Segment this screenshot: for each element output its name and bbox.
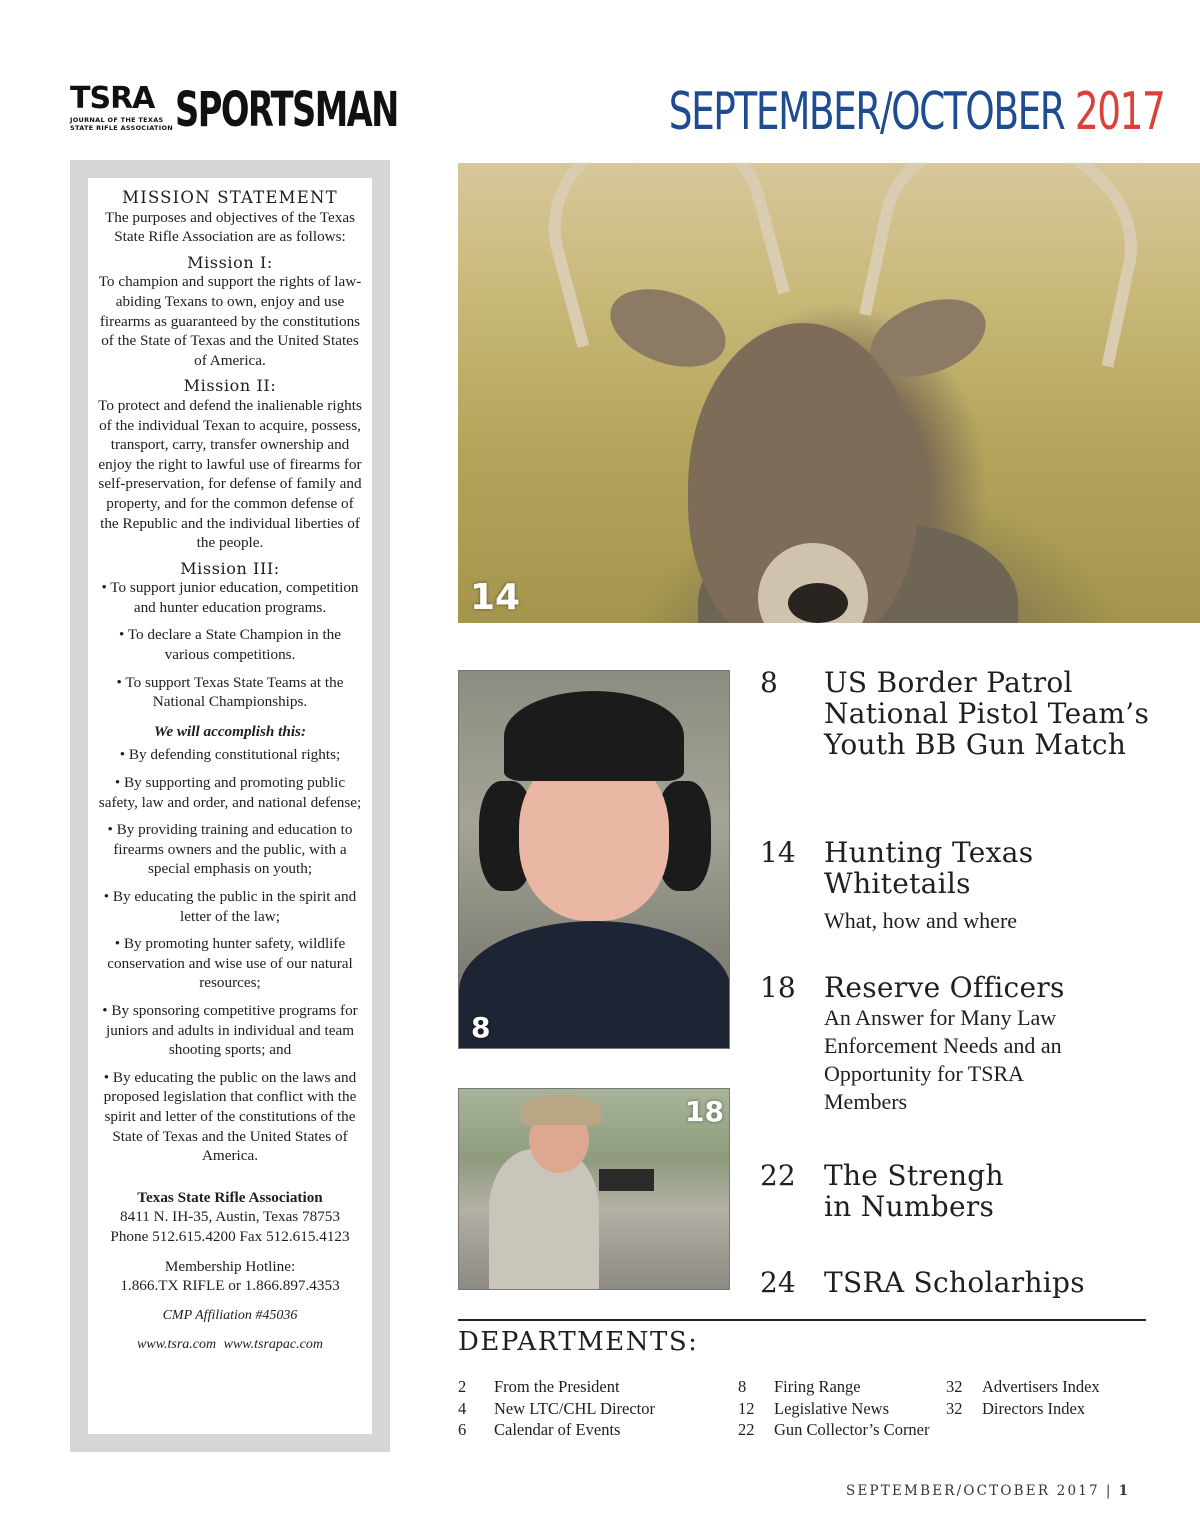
- deer-photo-page-number: 14: [470, 577, 521, 618]
- footer-separator: |: [1105, 1483, 1113, 1499]
- mission-intro: The purposes and objectives of the Texas State Rifle Association are as follows:: [104, 208, 356, 246]
- org-name: Texas State Rifle Association: [137, 1188, 323, 1206]
- mission-statement-sidebar: [70, 160, 390, 1452]
- shooter-pistol: [599, 1169, 654, 1191]
- kid-shirt: [459, 921, 730, 1049]
- kid-photo-page-number: 8: [471, 1011, 491, 1044]
- department-label: New LTC/CHL Director: [494, 1398, 655, 1418]
- accomplish-item: • By supporting and promoting public safety, law and order, and national defense;: [98, 774, 362, 811]
- department-label: From the President: [494, 1377, 620, 1396]
- department-page-number: 2: [458, 1377, 467, 1396]
- reserve-officer-photo: [458, 1088, 730, 1290]
- mission-statement-title: MISSION STATEMENT: [122, 188, 338, 207]
- department-item[interactable]: [738, 1376, 943, 1398]
- footer-page-number: 1: [1118, 1483, 1128, 1499]
- departments-title: DEPARTMENTS:: [458, 1327, 699, 1357]
- feature-page-number: 14: [760, 836, 796, 869]
- feature-item[interactable]: [760, 667, 1160, 797]
- accomplish-title: We will accomplish this:: [153, 722, 307, 740]
- department-label: Directors Index: [982, 1398, 1086, 1418]
- department-label: Advertisers Index: [982, 1377, 1100, 1396]
- feature-item[interactable]: [760, 837, 1160, 947]
- mission-3-item: • To support Texas State Teams at the National Championships.: [116, 673, 344, 711]
- feature-title: Reserve Officers: [824, 971, 1065, 1004]
- department-item[interactable]: [458, 1398, 718, 1420]
- feature-subtitle: An Answer for Many Law Enforcement Needs and an Opportunity for TSRA Members: [824, 1005, 1062, 1114]
- mission-statement-panel: [88, 178, 372, 1434]
- feature-item[interactable]: [760, 972, 1160, 1122]
- department-page-number: 32: [946, 1377, 963, 1396]
- youth-shooter-photo: [458, 670, 730, 1049]
- department-page-number: 4: [458, 1398, 467, 1418]
- department-page-number: 32: [946, 1398, 963, 1418]
- departments-column-3: [946, 1376, 1146, 1419]
- kid-cap: [504, 691, 684, 781]
- mission-2-text: To protect and defend the inalienable rights of the individual Texan to acquire, possess, transport, carry, transfer ownership and enjoy the right to lawful use of firearms for self-preservation, for defense of family and property, and for the common defense of the Republic and the individual liberties of the people.: [98, 396, 362, 552]
- feature-item[interactable]: [760, 1160, 1160, 1230]
- hotline-label: Membership Hotline:: [164, 1257, 296, 1275]
- feature-item[interactable]: [760, 1267, 1160, 1303]
- feature-page-number: 24: [760, 1266, 796, 1299]
- department-page-number: 8: [738, 1377, 747, 1396]
- issue-title: [668, 80, 1164, 144]
- org-address: 8411 N. IH-35, Austin, Texas 78753: [120, 1208, 340, 1226]
- logo-tsra-mark: TSRA: [70, 81, 155, 116]
- department-item[interactable]: [738, 1398, 943, 1420]
- deer-nose: [788, 583, 848, 623]
- feature-title: US Border Patrol National Pistol Team’s Youth BB Gun Match: [824, 666, 1150, 761]
- department-item[interactable]: [738, 1419, 943, 1441]
- feature-page-number: 18: [760, 971, 796, 1004]
- footer-issue: SEPTEMBER/OCTOBER 2017: [846, 1483, 1100, 1499]
- accomplish-item: • By sponsoring competitive programs for juniors and adults in individual and team shooting sports; and: [102, 1001, 358, 1059]
- logo-wordmark: SPORTSMAN: [175, 82, 398, 138]
- org-phone: Phone 512.615.4200 Fax 512.615.4123: [110, 1227, 350, 1245]
- department-page-number: 22: [738, 1420, 755, 1439]
- departments-column-1: [458, 1376, 718, 1441]
- department-item[interactable]: [458, 1419, 718, 1441]
- mission-1-text: To champion and support the rights of law-abiding Texans to own, enjoy and use firearms as guaranteed by the constitutions of the State of Texas and the United States of America.: [98, 273, 362, 369]
- mission-3-item: • To support junior education, competition and hunter education programs.: [101, 579, 359, 616]
- accomplish-item: • By educating the public in the spirit and letter of the law;: [103, 888, 357, 925]
- tsra-sportsman-logo: [70, 81, 398, 138]
- issue-month: SEPTEMBER/OCTOBER: [668, 82, 1065, 142]
- cmp-affiliation: CMP Affiliation #45036: [162, 1307, 298, 1323]
- accomplish-item: • By providing training and education to firearms owners and the public, with a special emphasis on youth;: [107, 821, 353, 878]
- department-label: Gun Collector’s Corner: [774, 1420, 930, 1439]
- issue-year: 2017: [1074, 82, 1164, 142]
- mission-3-item: • To declare a State Champion in the various competitions.: [118, 626, 342, 664]
- feature-title: The Strengh in Numbers: [824, 1159, 1004, 1223]
- department-page-number: 12: [738, 1398, 755, 1418]
- feature-subtitle: What, how and where: [824, 908, 1018, 933]
- department-page-number: 6: [458, 1420, 467, 1439]
- mission-1-title: Mission I:: [187, 252, 273, 272]
- department-item[interactable]: [946, 1376, 1146, 1398]
- feature-page-number: 22: [760, 1159, 796, 1192]
- department-label: Firing Range: [774, 1377, 861, 1396]
- feature-title: TSRA Scholarhips: [824, 1266, 1085, 1299]
- feature-page-number: 8: [760, 666, 778, 699]
- accomplish-item: • By educating the public on the laws and proposed legislation that conflict with the spirit and letter of the constitutions of the State of Texas and the United States of America.: [103, 1068, 357, 1165]
- feature-title: Hunting Texas Whitetails: [824, 836, 1034, 900]
- page-footer: [846, 1483, 1128, 1499]
- accomplish-item: • By defending constitutional rights;: [119, 746, 341, 764]
- deer-photo: [458, 163, 1200, 623]
- logo-subtitle: JOURNAL OF THE TEXAS STATE RIFLE ASSOCIATION: [70, 116, 174, 132]
- hotline-number: 1.866.TX RIFLE or 1.866.897.4353: [120, 1277, 340, 1295]
- departments-column-2: [738, 1376, 943, 1441]
- shooter-body: [489, 1149, 599, 1290]
- department-item[interactable]: [458, 1376, 718, 1398]
- departments-divider: [458, 1319, 1146, 1321]
- shooter-photo-page-number: 18: [685, 1095, 724, 1128]
- shooter-cap: [521, 1095, 601, 1125]
- mission-3-title: Mission III:: [180, 558, 280, 578]
- mission-2-title: Mission II:: [183, 376, 277, 396]
- accomplish-item: • By promoting hunter safety, wildlife conservation and wise use of our natural resources;: [107, 935, 353, 992]
- department-item[interactable]: [946, 1398, 1146, 1420]
- department-label: Legislative News: [774, 1398, 890, 1418]
- department-label: Calendar of Events: [494, 1420, 621, 1439]
- website-links[interactable]: www.tsra.com www.tsrapac.com: [137, 1337, 323, 1353]
